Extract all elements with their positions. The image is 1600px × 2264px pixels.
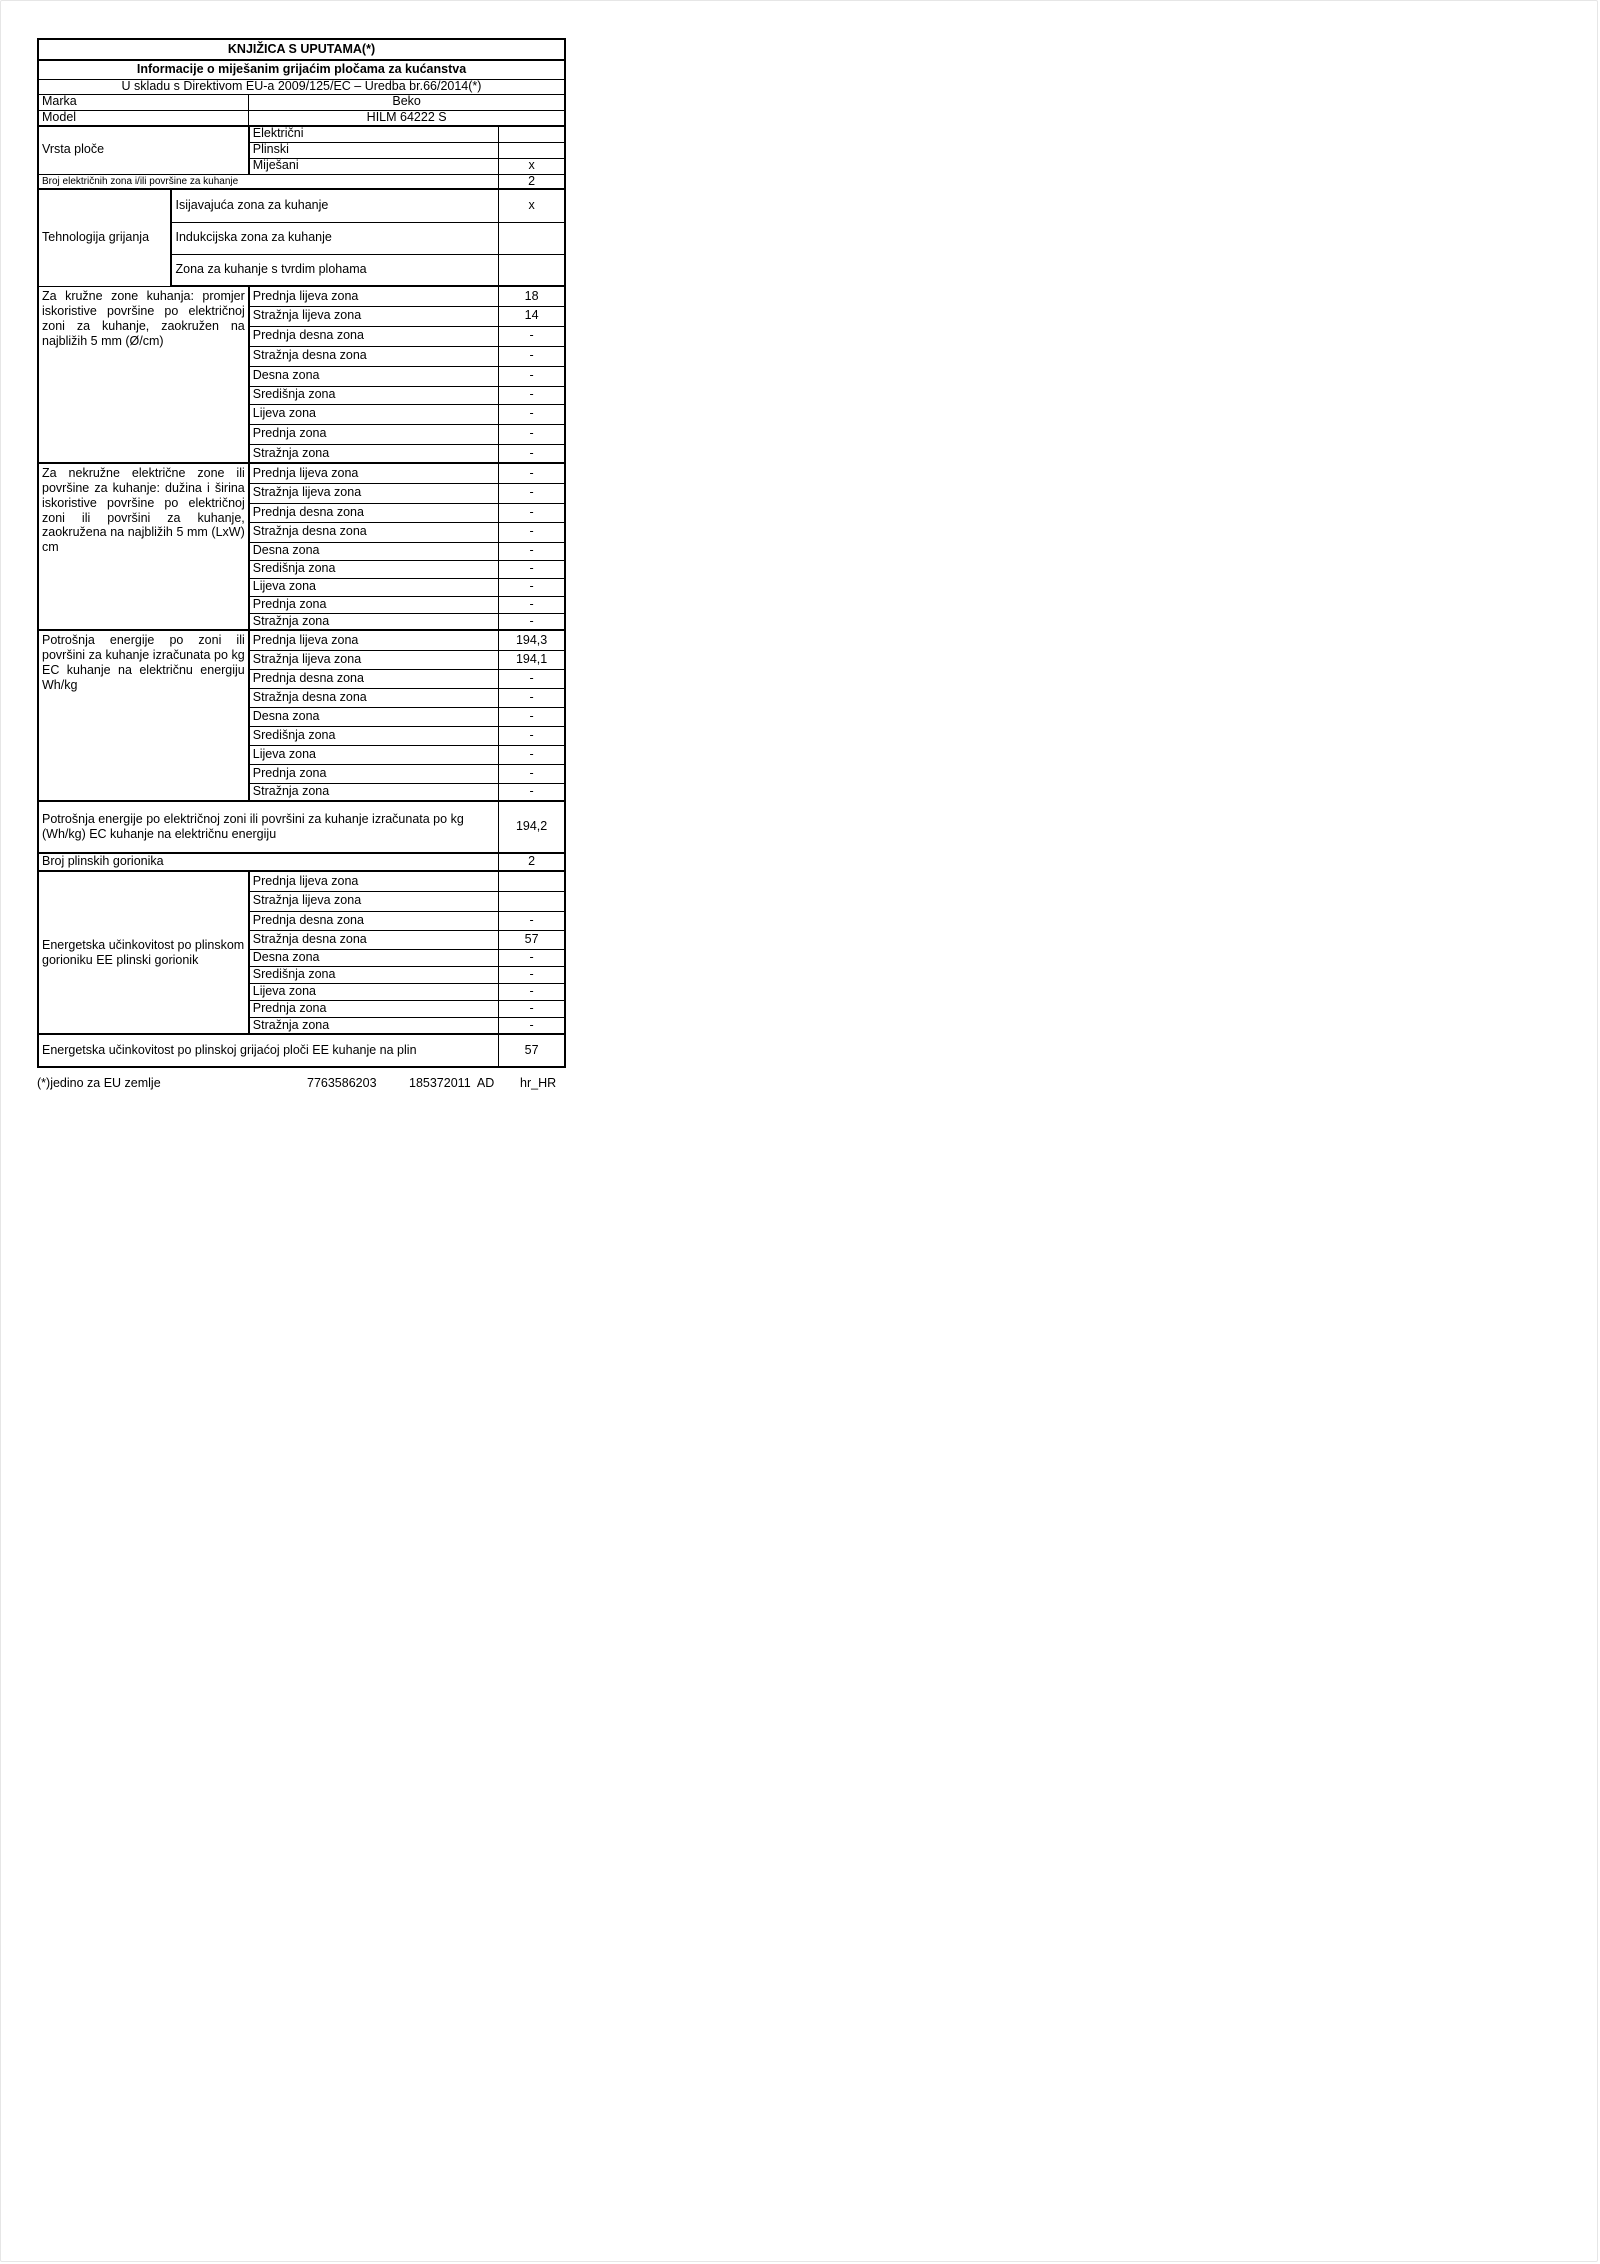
heating-tech-option: Indukcijska zona za kuhanje xyxy=(171,222,498,254)
zone-name: Stražnja desna zona xyxy=(249,930,499,949)
plate-type-label: Vrsta ploče xyxy=(38,126,249,174)
zone-name: Prednja desna zona xyxy=(249,911,499,930)
gas-total-value: 57 xyxy=(499,1034,565,1067)
zone-value: - xyxy=(499,503,565,522)
zone-value: 194,1 xyxy=(499,650,565,669)
zone-value: 14 xyxy=(499,306,565,326)
zone-name: Središnja zona xyxy=(249,386,499,404)
zone-value: - xyxy=(499,444,565,463)
plate-type-option: Električni xyxy=(249,126,499,142)
zone-name: Stražnja zona xyxy=(249,444,499,463)
zone-value: - xyxy=(499,707,565,726)
zone-value: 18 xyxy=(499,286,565,306)
noncircular-zones-section xyxy=(38,463,565,630)
zone-value xyxy=(499,871,565,891)
zone-name: Središnja zona xyxy=(249,560,499,578)
document-sheet xyxy=(37,38,566,1094)
zone-value: - xyxy=(499,386,565,404)
heating-tech-option: Zona za kuhanje s tvrdim plohama xyxy=(171,254,498,286)
zone-name: Prednja desna zona xyxy=(249,669,499,688)
plate-type-option: Miješani xyxy=(249,158,499,174)
zone-name: Stražnja lijeva zona xyxy=(249,483,499,503)
gas-efficiency-label: Energetska učinkovitost po plinskom gorioniku EE plinski gorionik xyxy=(38,871,249,1034)
zone-name: Prednja desna zona xyxy=(249,326,499,346)
document-subtitle: Informacije o miješanim grijaćim pločama za kućanstva xyxy=(38,60,565,79)
zone-name: Središnja zona xyxy=(249,966,499,983)
model-value: HILM 64222 S xyxy=(249,110,565,126)
plate-type-mark: x xyxy=(499,158,565,174)
zone-name: Prednja lijeva zona xyxy=(249,286,499,306)
zone-value: - xyxy=(499,911,565,930)
regulation-line: U skladu s Direktivom EU-a 2009/125/EC – Uredba br.66/2014(*) xyxy=(38,79,565,94)
zone-value: - xyxy=(499,1000,565,1017)
noncircular-zones-label: Za nekružne električne zone ili površine za kuhanje: dužina i širina iskoristive površine po električnoj zoni ili površini za kuhanje, zaokružena na najbližih 5 mm (LxW) cm xyxy=(38,463,249,630)
zone-value: - xyxy=(499,949,565,966)
zone-name: Prednja desna zona xyxy=(249,503,499,522)
zone-name: Prednja zona xyxy=(249,596,499,613)
zone-name: Desna zona xyxy=(249,949,499,966)
footer-locale: hr_HR xyxy=(520,1076,557,1091)
zone-value: - xyxy=(499,726,565,745)
energy-total-value: 194,2 xyxy=(499,801,565,853)
zone-name: Stražnja desna zona xyxy=(249,688,499,707)
zone-name: Prednja lijeva zona xyxy=(249,630,499,650)
zone-value: - xyxy=(499,404,565,424)
electric-zones-value: 2 xyxy=(499,174,565,189)
zone-value: - xyxy=(499,745,565,764)
zone-name: Lijeva zona xyxy=(249,745,499,764)
document-footer xyxy=(37,1074,566,1094)
energy-total-label: Potrošnja energije po električnoj zoni ili površini za kuhanje izračunata po kg (Wh/kg) EC kuhanje na električnu energiju xyxy=(38,801,499,853)
document-title: KNJIŽICA S UPUTAMA(*) xyxy=(38,39,565,60)
gas-burners-value: 2 xyxy=(499,853,565,871)
energy-per-zone-section xyxy=(38,630,565,801)
zone-name: Lijeva zona xyxy=(249,578,499,596)
zone-value: - xyxy=(499,542,565,560)
zone-value: - xyxy=(499,346,565,366)
zone-value: - xyxy=(499,783,565,801)
zone-value: - xyxy=(499,522,565,542)
circular-zones-section xyxy=(38,286,565,463)
heating-tech-mark: x xyxy=(499,189,565,222)
zone-name: Stražnja zona xyxy=(249,783,499,801)
zone-name: Desna zona xyxy=(249,366,499,386)
zone-name: Stražnja lijeva zona xyxy=(249,650,499,669)
zone-name: Stražnja desna zona xyxy=(249,346,499,366)
heating-tech-label: Tehnologija grijanja xyxy=(38,189,171,286)
zone-value xyxy=(499,891,565,911)
model-label: Model xyxy=(38,110,249,126)
product-info-table xyxy=(37,38,566,1068)
zone-name: Stražnja zona xyxy=(249,613,499,630)
zone-name: Stražnja lijeva zona xyxy=(249,306,499,326)
circular-zones-label: Za kružne zone kuhanja: promjer iskoristive površine po električnoj zoni za kuhanje, zaokružen na najbližih 5 mm (Ø/cm) xyxy=(38,286,249,463)
zone-name: Prednja lijeva zona xyxy=(249,871,499,891)
zone-value: 57 xyxy=(499,930,565,949)
zone-name: Stražnja lijeva zona xyxy=(249,891,499,911)
gas-efficiency-section xyxy=(38,871,565,1034)
heating-tech-mark xyxy=(499,254,565,286)
zone-value: - xyxy=(499,613,565,630)
zone-value: - xyxy=(499,424,565,444)
zone-name: Desna zona xyxy=(249,542,499,560)
heating-tech-option: Isijavajuća zona za kuhanje xyxy=(171,189,498,222)
zone-name: Prednja zona xyxy=(249,424,499,444)
zone-value: - xyxy=(499,596,565,613)
zone-value: - xyxy=(499,560,565,578)
plate-type-mark xyxy=(499,126,565,142)
zone-value: 194,3 xyxy=(499,630,565,650)
zone-value: - xyxy=(499,966,565,983)
plate-type-mark xyxy=(499,142,565,158)
zone-value: - xyxy=(499,764,565,783)
zone-name: Prednja zona xyxy=(249,764,499,783)
zone-name: Prednja lijeva zona xyxy=(249,463,499,483)
heating-tech-mark xyxy=(499,222,565,254)
footer-note: (*)jedino za EU zemlje xyxy=(37,1076,161,1091)
zone-name: Stražnja zona xyxy=(249,1017,499,1034)
zone-value: - xyxy=(499,983,565,1000)
footer-code-1: 7763586203 xyxy=(307,1076,377,1091)
totals-section xyxy=(38,801,565,871)
gas-burners-label: Broj plinskih gorionika xyxy=(38,853,499,871)
zone-value: - xyxy=(499,688,565,707)
zone-value: - xyxy=(499,669,565,688)
electric-zones-label: Broj električnih zona i/ili površine za kuhanje xyxy=(38,174,499,189)
plate-type-option: Plinski xyxy=(249,142,499,158)
zone-name: Središnja zona xyxy=(249,726,499,745)
zone-value: - xyxy=(499,1017,565,1034)
zone-value: - xyxy=(499,326,565,346)
zone-name: Stražnja desna zona xyxy=(249,522,499,542)
zone-name: Desna zona xyxy=(249,707,499,726)
zone-value: - xyxy=(499,578,565,596)
gas-total-section xyxy=(38,1034,565,1067)
zone-value: - xyxy=(499,463,565,483)
brand-value: Beko xyxy=(249,94,565,110)
zone-name: Prednja zona xyxy=(249,1000,499,1017)
zone-value: - xyxy=(499,366,565,386)
energy-per-zone-label: Potrošnja energije po zoni ili površini za kuhanje izračunata po kg EC kuhanje na električnu energiju Wh/kg xyxy=(38,630,249,801)
zone-name: Lijeva zona xyxy=(249,983,499,1000)
zone-value: - xyxy=(499,483,565,503)
gas-total-label: Energetska učinkovitost po plinskoj grijaćoj ploči EE kuhanje na plin xyxy=(38,1034,499,1067)
zone-name: Lijeva zona xyxy=(249,404,499,424)
brand-label: Marka xyxy=(38,94,249,110)
footer-code-2: 185372011 AD xyxy=(409,1076,495,1091)
